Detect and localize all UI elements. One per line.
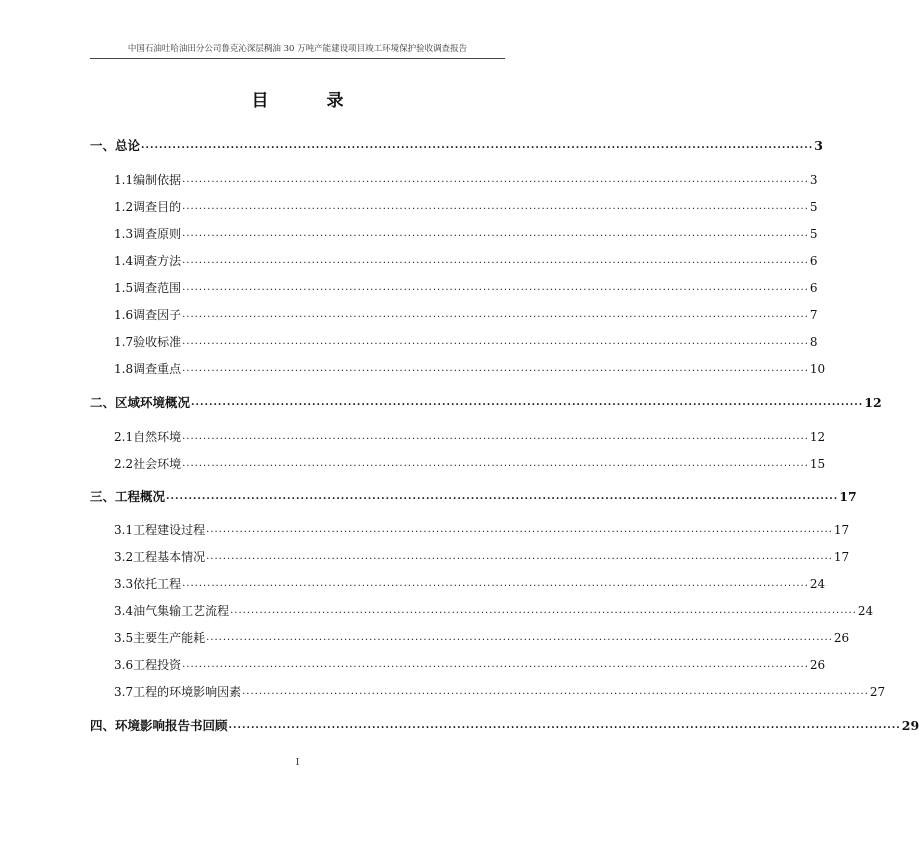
toc-entry-number: 1.5 (114, 281, 134, 295)
toc-entry-label: 环境影响报告书回顾 (115, 718, 228, 733)
toc-entry-number: 四、 (90, 718, 116, 733)
toc-entry-page: 17 (839, 489, 857, 504)
toc-entry-number: 1.4 (114, 254, 134, 268)
toc-entry[interactable] (114, 361, 826, 377)
toc-entry-number: 1.6 (114, 308, 134, 322)
toc-entry-label: 调查因子 (133, 308, 182, 322)
toc-entry-number: 1.3 (114, 227, 134, 241)
toc-leader: ...................................................................................................................................................... (141, 140, 814, 151)
toc-entry-number: 3.7 (114, 685, 134, 699)
toc-entry-page: 7 (809, 308, 818, 322)
toc-entry-page: 3 (809, 173, 818, 187)
toc-entry-label: 验收标准 (133, 335, 182, 349)
toc-entry[interactable] (114, 253, 818, 269)
toc-entry-label: 调查方法 (133, 254, 182, 268)
toc-entry-page: 24 (857, 604, 874, 618)
toc-entry-label: 自然环境 (133, 430, 182, 444)
toc-entry-label: 社会环境 (133, 457, 182, 471)
toc-entry-number: 3.2 (114, 550, 134, 564)
toc-entry-page: 27 (869, 685, 886, 699)
toc-entry-label: 调查范围 (133, 281, 182, 295)
toc-entry-page: 8 (809, 335, 818, 349)
toc-entry-page: 15 (809, 457, 826, 471)
toc-entry-page: 26 (833, 631, 850, 645)
toc-entry[interactable] (114, 522, 850, 538)
toc-entry[interactable] (114, 334, 818, 350)
toc-entry-page: 5 (809, 227, 818, 241)
toc-leader: ...................................................................................................................................................... (182, 201, 809, 212)
toc-entry[interactable] (114, 576, 826, 592)
toc-entry[interactable] (114, 456, 826, 472)
toc-entry[interactable] (114, 199, 818, 215)
toc-entry[interactable] (114, 307, 818, 323)
toc-entry-label: 工程的环境影响因素 (133, 685, 242, 699)
toc-entry[interactable] (114, 280, 818, 296)
toc-entry-label: 依托工程 (133, 577, 182, 591)
toc-entry[interactable] (90, 489, 857, 505)
toc-entry-page: 26 (809, 658, 826, 672)
toc-entry-number: 二、 (90, 395, 116, 410)
toc-entry-page: 6 (809, 281, 818, 295)
toc-leader: ...................................................................................................................................................... (182, 282, 809, 293)
toc-entry[interactable] (114, 429, 826, 445)
toc-entry-page: 6 (809, 254, 818, 268)
toc-leader: ...................................................................................................................................................... (182, 458, 809, 469)
toc-leader: ...................................................................................................................................................... (230, 605, 857, 616)
header-rule (90, 58, 505, 59)
toc-leader: ...................................................................................................................................................... (182, 309, 809, 320)
toc-entry-page: 12 (864, 395, 882, 410)
toc-entry-label: 调查重点 (133, 362, 182, 376)
toc-entry[interactable] (90, 718, 919, 734)
toc-leader: ...................................................................................................................................................... (182, 255, 809, 266)
toc-entry-page: 5 (809, 200, 818, 214)
toc-entry[interactable] (114, 172, 818, 188)
toc-leader: ...................................................................................................................................................... (182, 336, 809, 347)
page-number: I (295, 758, 300, 768)
toc-entry[interactable] (90, 138, 823, 154)
toc-entry-page: 3 (814, 138, 823, 153)
toc-leader: ...................................................................................................................................................... (182, 228, 809, 239)
toc-leader: ...................................................................................................................................................... (182, 174, 809, 185)
toc-entry-label: 主要生产能耗 (133, 631, 206, 645)
toc-entry-label: 调查原则 (133, 227, 182, 241)
toc-entry[interactable] (114, 549, 850, 565)
toc-entry-page: 10 (809, 362, 826, 376)
toc-leader: ...................................................................................................................................................... (182, 578, 809, 589)
toc-entry[interactable] (114, 684, 886, 700)
toc-leader: ...................................................................................................................................................... (206, 524, 833, 535)
running-header: 中国石油吐哈油田分公司鲁克沁深层稠油 30 万吨产能建设项目竣工环境保护验收调查报告 (127, 44, 468, 54)
toc-entry-number: 3.1 (114, 523, 134, 537)
toc-entry-page: 12 (809, 430, 826, 444)
toc-entry[interactable] (114, 603, 874, 619)
toc-leader: ...................................................................................................................................................... (228, 720, 901, 731)
toc-entry-number: 2.1 (114, 430, 134, 444)
toc-entry-label: 工程建设过程 (133, 523, 206, 537)
toc-entry-number: 3.5 (114, 631, 134, 645)
toc-leader: ...................................................................................................................................................... (206, 632, 833, 643)
toc-entry-page: 29 (901, 718, 919, 733)
toc-leader: ...................................................................................................................................................... (182, 363, 809, 374)
toc-leader: ...................................................................................................................................................... (182, 659, 809, 670)
toc-entry-page: 17 (833, 550, 850, 564)
toc-entry-number: 1.2 (114, 200, 134, 214)
toc-entry-number: 3.4 (114, 604, 134, 618)
toc-entry-label: 调查目的 (133, 200, 182, 214)
page-title: 目 录 (251, 91, 370, 111)
toc-entry-number: 1.7 (114, 335, 134, 349)
toc-entry-number: 一、总 (90, 138, 128, 153)
toc-entry-page: 24 (809, 577, 826, 591)
toc-entry-number: 三、 (90, 489, 116, 504)
toc-leader: ...................................................................................................................................................... (166, 491, 839, 502)
toc-leader: ...................................................................................................................................................... (191, 397, 864, 408)
toc-leader: ...................................................................................................................................................... (242, 686, 869, 697)
toc-entry-label: 论 (127, 138, 141, 153)
toc-entry-label: 区域环境概况 (115, 395, 191, 410)
toc-entry-label: 工程概况 (115, 489, 166, 504)
toc-entry-label: 工程基本情况 (133, 550, 206, 564)
toc-entry-page: 17 (833, 523, 850, 537)
toc-entry-number: 1.1 (114, 173, 134, 187)
toc-entry[interactable] (114, 630, 850, 646)
toc-entry[interactable] (114, 657, 826, 673)
toc-entry-label: 工程投资 (133, 658, 182, 672)
toc-entry-number: 2.2 (114, 457, 134, 471)
toc-entry-number: 3.3 (114, 577, 134, 591)
toc-entry-label: 油气集输工艺流程 (133, 604, 230, 618)
toc-entry-number: 1.8 (114, 362, 134, 376)
toc-leader: ...................................................................................................................................................... (206, 551, 833, 562)
toc-leader: ...................................................................................................................................................... (182, 431, 809, 442)
toc-entry[interactable] (90, 395, 882, 411)
toc-entry-number: 3.6 (114, 658, 134, 672)
toc-entry-label: 编制依据 (133, 173, 182, 187)
toc-entry[interactable] (114, 226, 818, 242)
